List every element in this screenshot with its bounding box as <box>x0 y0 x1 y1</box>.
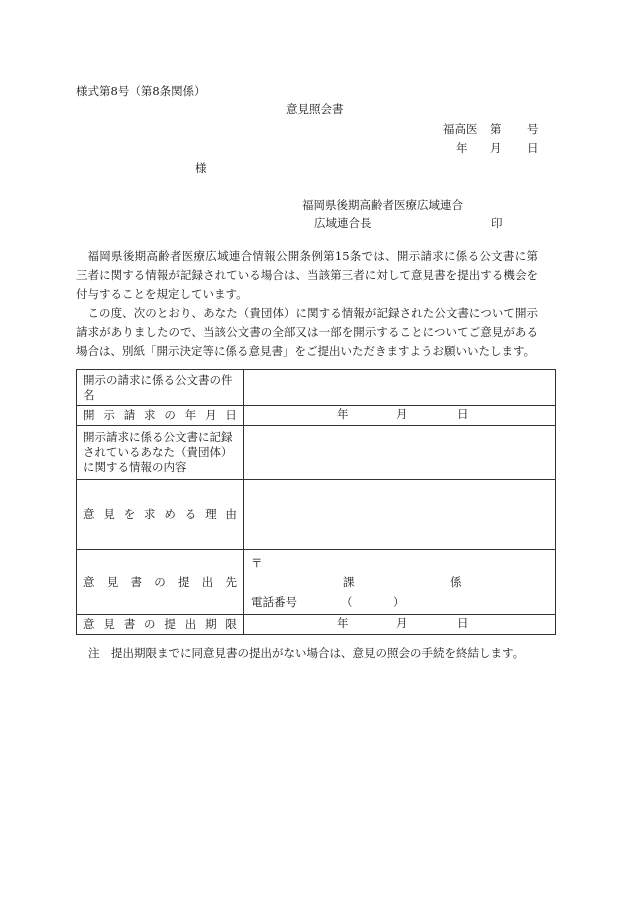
table-row <box>77 370 556 406</box>
doc-number-dai: 第 <box>490 122 502 136</box>
label-char: を <box>123 507 136 521</box>
label-char: の <box>164 408 176 422</box>
row-document-title-value <box>244 370 556 406</box>
sender-seal: 印 <box>491 216 503 230</box>
request-date-label-text <box>83 408 237 423</box>
row-deadline-label <box>77 615 244 635</box>
label-char: 見 <box>106 574 119 589</box>
phone-paren-open: （ <box>341 595 353 609</box>
request-date-day: 日 <box>457 407 469 421</box>
paragraph-1: 福岡県後期高齢者医療広域連合情報公開条例第15条では、開示請求に係る公文書に第三者に関する情報が記録されている場合は、当該第三者に対して意見書を提出する機会を付与することを規定しています。 <box>76 249 538 301</box>
table-row <box>77 426 556 480</box>
label-char: 意 <box>83 507 95 521</box>
label-char: 日 <box>225 408 237 422</box>
label-char: 見 <box>103 617 115 631</box>
label-char: 提 <box>178 574 190 589</box>
table-row <box>77 615 556 635</box>
deadline-label-text <box>83 617 237 632</box>
label-char: の <box>154 574 166 589</box>
date-month: 月 <box>490 141 502 155</box>
form-id: 様式第8号（第8条関係） <box>76 84 206 98</box>
department-ka: 課 <box>343 575 355 589</box>
paragraph-2: この度、次のとおり、あなた（貴団体）に関する情報が記録された公文書について開示請求がありましたので、当該公文書の全部又は一部を開示することについてご意見がある場合は、別紙「開示決定等に係る意見書」をご提出いただきますようお願いいたします。 <box>76 306 538 358</box>
phone-label: 電話番号 <box>251 595 297 609</box>
row-document-title-label: 開示の請求に係る公文書の件名 <box>77 370 244 406</box>
label-char: 出 <box>184 617 197 631</box>
label-char: 示 <box>103 408 115 422</box>
label-char: 見 <box>103 507 115 521</box>
row-request-date-value <box>244 406 556 426</box>
label-char: 書 <box>130 574 142 589</box>
date-year: 年 <box>456 141 468 155</box>
request-date-year: 年 <box>337 407 349 421</box>
sender-org: 福岡県後期高齢者医療広域連合 <box>302 198 463 212</box>
label-char: 出 <box>201 574 214 589</box>
label-char: め <box>164 507 176 521</box>
label-char: 意 <box>83 617 95 631</box>
label-char: 月 <box>205 408 217 422</box>
phone-paren-close: ） <box>393 595 405 609</box>
label-char: 書 <box>123 617 136 631</box>
deadline-year: 年 <box>337 616 349 630</box>
table-row <box>77 480 556 550</box>
reason-label-text <box>83 507 237 522</box>
label-char: 提 <box>164 617 176 631</box>
doc-number-gou: 号 <box>527 122 539 136</box>
row-info-content-value <box>244 426 556 480</box>
label-char: 請 <box>123 408 136 422</box>
sender-position: 広域連合長 <box>314 216 372 230</box>
label-char: 期 <box>205 617 217 631</box>
information-table <box>76 369 556 635</box>
section-kakari: 係 <box>450 575 462 589</box>
row-reason-label <box>77 480 244 550</box>
deadline-day: 日 <box>457 616 469 630</box>
document-title: 意見照会書 <box>286 102 344 116</box>
label-char: 年 <box>184 408 197 422</box>
row-info-content-label: 開示請求に係る公文書に記録されているあなた（貴団体）に関する情報の内容 <box>77 426 244 480</box>
label-char: 求 <box>144 408 156 422</box>
label-char: 求 <box>144 507 156 521</box>
deadline-month: 月 <box>396 616 408 630</box>
label-char: る <box>184 507 197 521</box>
date-day: 日 <box>527 141 539 155</box>
addressee-suffix: 様 <box>195 161 207 175</box>
doc-number-prefix: 福高医 <box>443 122 478 136</box>
label-char: 開 <box>83 408 95 422</box>
submit-to-label-text <box>83 575 237 590</box>
label-char: の <box>144 617 156 631</box>
label-char: 限 <box>225 617 237 631</box>
row-reason-value <box>244 480 556 550</box>
table-row <box>77 406 556 426</box>
footnote: 注 提出期限までに同意見書の提出がない場合は、意見の照会の手続を終結します。 <box>88 646 525 660</box>
label-char: 理 <box>205 507 217 521</box>
request-date-month: 月 <box>396 407 408 421</box>
table-row <box>77 550 556 615</box>
label-char: 先 <box>225 574 237 589</box>
postal-mark: 〒 <box>251 556 263 570</box>
row-request-date-label <box>77 406 244 426</box>
row-submit-to-value <box>244 550 556 615</box>
row-deadline-value <box>244 615 556 635</box>
row-submit-to-label <box>77 550 244 615</box>
label-char: 由 <box>225 507 237 521</box>
label-char: 意 <box>83 574 95 589</box>
